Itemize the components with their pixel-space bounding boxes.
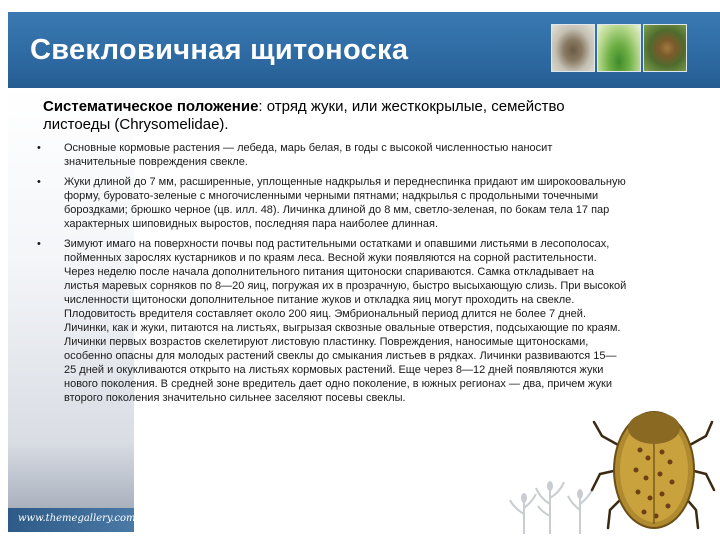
bullet-item [37,175,627,231]
intro-paragraph [37,98,627,134]
bullet-text: Основные кормовые растения — лебеда, марь белая, в годы с высокой численностью наносит значительные повреждения свекле. [64,142,553,168]
bullet-dot: • [37,142,41,154]
intro-text: : отряд жуки, или жесткокрылые, семейство листоеды (Chrysomelidae). [43,98,565,133]
beetle-photo-icon [551,24,595,72]
tortoise-beetle-icon [590,388,718,538]
intro-bold: Систематическое положение [43,98,259,115]
bullet-item [37,237,627,405]
bullet-dot: • [37,238,41,250]
bullet-item [37,141,627,169]
slide-title: Свекловичная щитоноска [30,34,409,66]
seedling-photo-icon [597,24,641,72]
bullet-dot: • [37,176,41,188]
bullet-list [37,141,627,405]
bullet-text: Жуки длиной до 7 мм, расширенные, уплощенные надкрылья и переднеспинка придают им широкоовальную форму, буровато-зеленые с многочисленными черными пятнами; надкрылья с продольными точечными бороздками; брюшко черное (цв. илл. 48). Личинка длиной до 8 мм, светло-зеленая, по бокам тела 17 пар характерных шиповидных выростов, последняя пара наиболее длинная. [64,176,626,230]
content-area [37,98,627,411]
tortoise-beetle-photo-icon [643,24,687,72]
bullet-text: Зимуют имаго на поверхности почвы под растительными остатками и опавшими листьями в лесополосах, пойменных зарослях кустарников и по краям леса. Весной жуки появляются на сорной растительности. Через неделю после начала дополнительного питания щитоноски спариваются. Самка откладывает на листья маревых сорняков по 8—20 яиц, погружая их в прозрачную, быстро высыхающую слизь. При высокой численности щитоноски дополнительное питание жуков и откладка яиц могут проходить на свекле. Плодовитость вредителя составляет около 200 яиц. Эмбриональный период длится не более 7 дней. Личинки, как и жуки, питаются на листьях, выгрызая сквозные овальные отверстия, подсыхающие по краям. Личинки первых возрастов скелетируют листовую пластинку. Повреждения, наносимые щитоносками, особенно опасны для молодых растений свеклы до смыкания листьев в рядках. Личинки развиваются 15—25 дней и окукливаются открыто на листьях кормовых растений. Еще через 8—12 дней появляются жуки нового поколения. В средней зоне вредитель дает одно поколение, в южных регионах — два, причем жуки второго поколения значительно сильнее заселяют посевы свеклы. [64,238,627,404]
footer-url: www.themegallery.com [18,513,136,524]
